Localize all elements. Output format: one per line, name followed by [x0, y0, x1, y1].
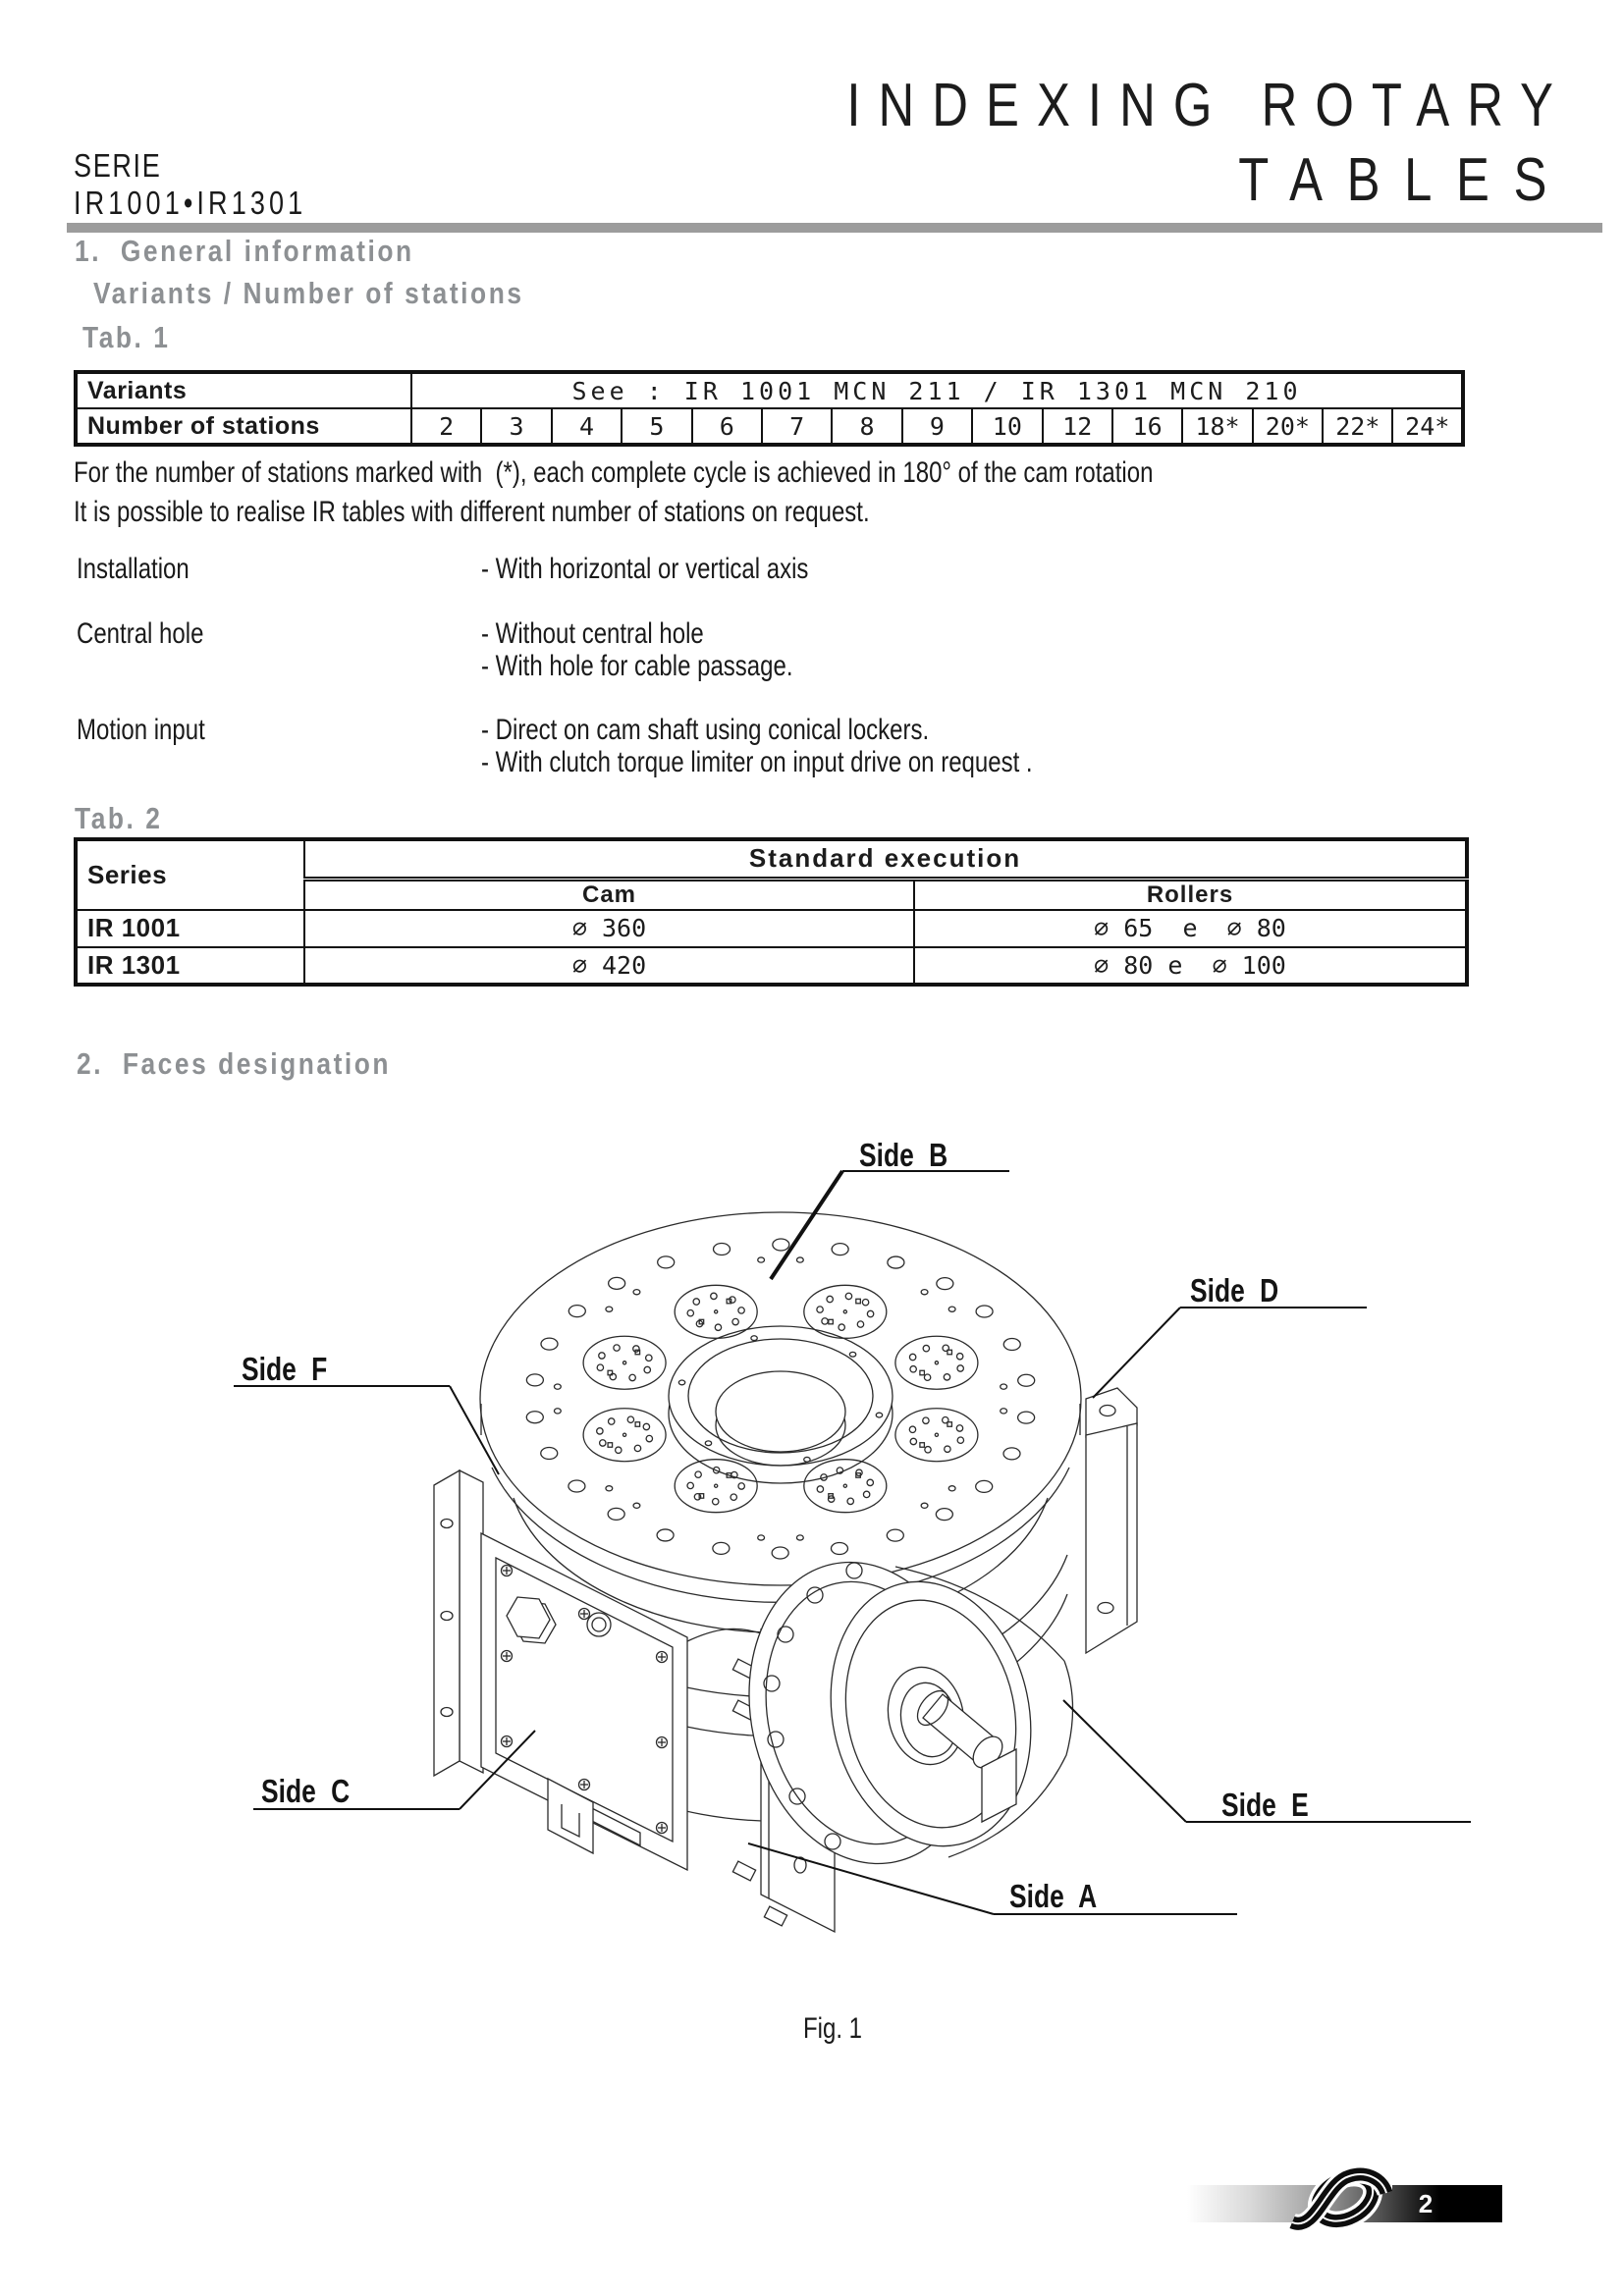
series-label: SERIE — [74, 147, 162, 184]
note-line-2: It is possible to realise IR tables with different number of stations on request. — [74, 496, 870, 528]
station-count: 6 — [692, 408, 762, 445]
side-a-label: Side A — [1009, 1878, 1098, 1914]
station-count: 16 — [1112, 408, 1182, 445]
section-1-heading: 1. General information — [75, 234, 414, 268]
spec-value-central-hole-2: - With hole for cable passage. — [481, 650, 793, 682]
side-d-label: Side D — [1190, 1272, 1279, 1308]
station-count: 18* — [1182, 408, 1252, 445]
tab2-series-header: Series — [76, 839, 304, 910]
tab2-standard-header: Standard execution — [304, 839, 1467, 879]
page-number: 2 — [1418, 2189, 1434, 2218]
series-value: IR1001•IR1301 — [74, 185, 307, 221]
side-f-flange — [434, 1470, 460, 1776]
spec-value-motion-input-2: - With clutch torque limiter on input drive on request . — [481, 746, 1033, 778]
station-count: 12 — [1043, 408, 1112, 445]
side-d-flange — [1086, 1423, 1137, 1653]
note-line-1: For the number of stations marked with (*), each complete cycle is achieved in 180° of the cam rotation — [74, 456, 1154, 489]
spec-value-central-hole-1: - Without central hole — [481, 617, 704, 650]
station-count: 3 — [481, 408, 551, 445]
side-b-label: Side B — [859, 1137, 948, 1173]
tab2-row-cam: ∅ 420 — [304, 947, 914, 985]
tab2-row-series: IR 1301 — [76, 947, 304, 985]
side-f-label: Side F — [242, 1351, 328, 1387]
section-2-heading: 2. Faces designation — [77, 1046, 392, 1081]
side-e-label: Side E — [1221, 1787, 1309, 1823]
tab2-row-rollers: ∅ 65 e ∅ 80 — [914, 910, 1467, 947]
tab1-variants-label: Variants — [76, 372, 411, 408]
spec-value-installation: - With horizontal or vertical axis — [481, 553, 809, 585]
tab2-heading: Tab. 2 — [75, 801, 163, 835]
station-count: 4 — [552, 408, 622, 445]
page-title-line2: TABLES — [1238, 146, 1571, 214]
station-count: 10 — [972, 408, 1042, 445]
tab1-heading: Tab. 1 — [82, 320, 171, 354]
tab1-variants-value: See : IR 1001 MCN 211 / IR 1301 MCN 210 — [411, 372, 1463, 408]
variants-heading: Variants / Number of stations — [93, 276, 524, 310]
station-count: 7 — [762, 408, 832, 445]
station-count: 8 — [832, 408, 901, 445]
tab2-rollers-header: Rollers — [914, 879, 1467, 910]
side-c-label: Side C — [261, 1773, 351, 1809]
page-title-line1: INDEXING ROTARY — [846, 72, 1571, 139]
spec-label-central-hole: Central hole — [77, 617, 204, 650]
station-count: 9 — [902, 408, 972, 445]
spec-label-motion-input: Motion input — [77, 714, 205, 746]
station-count: 5 — [622, 408, 691, 445]
tab1-stations-label: Number of stations — [76, 408, 411, 445]
tab2-row-rollers: ∅ 80 e ∅ 100 — [914, 947, 1467, 985]
station-count: 24* — [1392, 408, 1463, 445]
station-count: 2 — [411, 408, 481, 445]
spec-label-installation: Installation — [77, 553, 189, 585]
side-f-flange-face — [460, 1470, 483, 1773]
spec-value-motion-input-1: - Direct on cam shaft using conical lockers. — [481, 714, 930, 746]
brand-knot-logo — [1286, 2156, 1392, 2244]
station-count: 20* — [1253, 408, 1323, 445]
central-bore — [716, 1371, 845, 1452]
station-count: 22* — [1323, 408, 1392, 445]
tab2-row-cam: ∅ 360 — [304, 910, 914, 947]
tab2-cam-header: Cam — [304, 879, 914, 910]
tab2-row-series: IR 1001 — [76, 910, 304, 947]
figure-caption: Fig. 1 — [803, 2012, 863, 2045]
